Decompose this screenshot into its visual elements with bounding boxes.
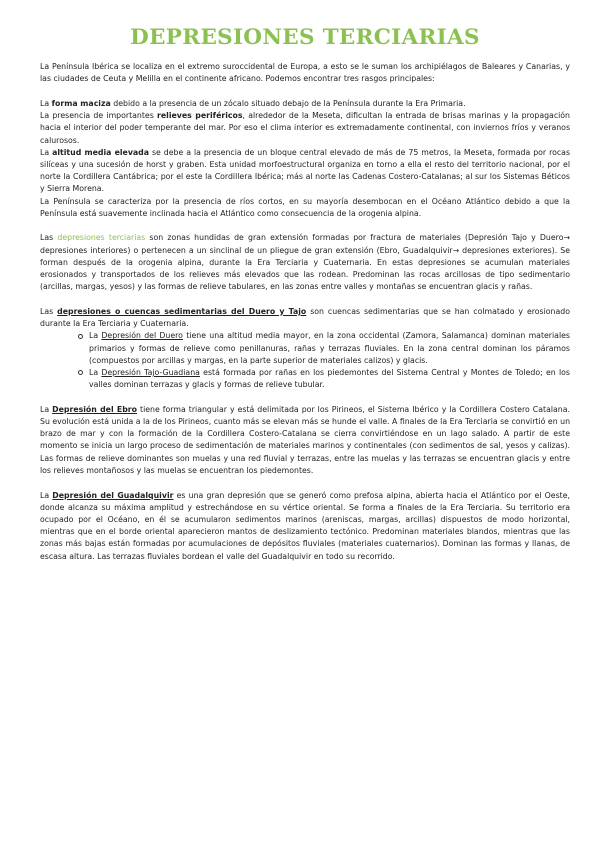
intro-section <box>40 61 570 85</box>
term-depresion-guadalquivir: Depresión del Guadalquivir <box>52 490 174 500</box>
term-depresion-ebro: Depresión del Ebro <box>52 404 137 414</box>
intro-paragraph: La Península Ibérica se localiza en el extremo suroccidental de Europa, a esto se le suman los archipiélagos de Baleares y Canarias, y las ciudades de Ceuta y Melilla en el continente africano. Podemos encontrar tres rasgos principales: <box>40 62 570 84</box>
list-item-duero: La Depresión del Duero tiene una altitud media mayor, en la zona occidental (Zamora, Salamanca) dominan materiales primarios y formas de relieve como penillanuras, rañas y terrazas fluviales. En la zona central dominan los páramos (compuestos por arcillas y margas, en la parte superior de materiales calizos) y glacis. <box>89 330 570 367</box>
guadalquivir-paragraph: La Depresión del Guadalquivir es una gran depresión que se generó como prefosa alpina, abierta hacia el Atlántico por el Oeste, donde alcanza su máxima amplitud y estrechándose en su vértice oriental. Se forma a finales de la Era Terciaria. Su territorio era ocupado por el Océano, en él se acumularon sedimentos marinos (areniscas, margas, arcillas) dispuestos de modo horizontal, mientras que en el borde oriental aparecieron mantos de deslizamiento tectónico. Predominan materiales blandos, mientras que las zonas más bajas están formadas por acumulaciones de depósitos fluviales (materiales cuaternarios). Dominan las formas y llanas, de escasa altura. Las terrazas fluviales bordean el valle del Guadalquivir en todo su recorrido. <box>40 490 570 561</box>
term-forma-maciza: forma maciza <box>51 98 111 108</box>
term-altitud-media: altitud media elevada <box>52 147 150 157</box>
definicion-section <box>40 232 570 293</box>
duero-tajo-section <box>40 306 570 391</box>
guadalquivir-section <box>40 490 570 563</box>
duero-tajo-intro: Las depresiones o cuencas sedimentarias del Duero y Tajo son cuencas sedimentarias que se han colmatado y erosionado durante la Era Terciaria y Cuaternaria. <box>40 306 570 329</box>
ebro-paragraph: La Depresión del Ebro tiene forma triangular y está delimitada por los Pirineos, el Sistema Ibérico y la Cordillera Costero Catalana. Su evolución está unida a la de los Pirineos, cuanto más se elevan más se hunde el valle. A finales de la Era Terciaria se convirtió en un brazo de mar y con la formación de la Cordillera Costero-Catalana se cierra convirtiéndose en un lago salado. A partir de este momento se inicia un largo proceso de sedimentación de materiales marinos y continentales (con sedimentos de sal, yesos y calizas). Las formas de relieve dominantes son muelas y una red fluvial y terrazas, entre las muelas y las terrazas se encuentran glacis y entre los relieves montañosos y las muelas se encuentran los piedemontes. <box>40 404 571 475</box>
term-relieves-perifericos: relieves periféricos <box>157 111 243 121</box>
definicion-paragraph: Las depresiones terciarias son zonas hundidas de gran extensión formadas por fractura de materiales (Depresión Tajo y Duero→ depresiones interiores) o pertenecen a un sinclinal de un pliegue de gran extensión (Ebro, Guadalquivir→ depresiones exteriores). Se forman después de la orogenia alpina, durante la Era Terciaria y Cuaternaria. En estas depresiones se acumulan materiales erosionados y transportados de los relieves más elevados que las rodean. Predominan las rocas arcillosas de tipo sedimentario (arcillas, margas, yesos) y las formas de relieve tabulares, en las zonas entre valles y montañas se encuentran glacis y rañas. <box>40 233 570 292</box>
rasgo-forma: La forma maciza debido a la presencia de un zócalo situado debajo de la Península durante la Era Primaria. <box>40 98 466 108</box>
rasgo-rios: La Península se caracteriza por la presencia de ríos cortos, en su mayoría desembocan en el Océano Atlántico debido a que la Península está suavemente inclinada hacia el Atlántico como consecuencia de la orogenia alpina. <box>40 196 570 218</box>
term-depresion-tajo-guadiana: Depresión Tajo-Guadiana <box>101 367 200 377</box>
duero-tajo-list <box>40 330 570 391</box>
term-duero-tajo: depresiones o cuencas sedimentarias del Duero y Tajo <box>57 306 307 316</box>
term-depresion-duero: Depresión del Duero <box>101 331 183 341</box>
rasgo-altitud: La altitud media elevada se debe a la presencia de un bloque central elevado de más de 75 metros, la Meseta, formada por rocas silíceas y una sucesión de horst y graben. Esta unidad morfoestructural organiza en torno a ella el resto del territorio nacional, por el norte la Cordillera Cantábrica; por el este la Cordillera Ibérica; más al norte las Cadenas Costero-Catalanas; al sur los Sistemas Béticos y Sierra Morena. <box>40 147 571 194</box>
page-title: DEPRESIONES TERCIARIAS <box>130 25 480 50</box>
rasgo-relieves: La presencia de importantes relieves periféricos, alrededor de la Meseta, dificultan la entrada de brisas marinas y la propagación hacia el interior del poder temperante del mar. Por eso el clima interior es extremadamente continental, con inviernos fríos y veranos calurosos. <box>40 111 571 145</box>
ebro-section <box>40 404 570 477</box>
list-item-tajo-guadiana: La Depresión Tajo-Guadiana está formada por rañas en los piedemontes del Sistema Central y Montes de Toledo; en los valles dominan terrazas y glacis y formas de relieve tubular. <box>89 367 570 391</box>
term-depresiones-terciarias: depresiones terciarias <box>57 233 146 243</box>
rasgos-section <box>40 98 570 220</box>
